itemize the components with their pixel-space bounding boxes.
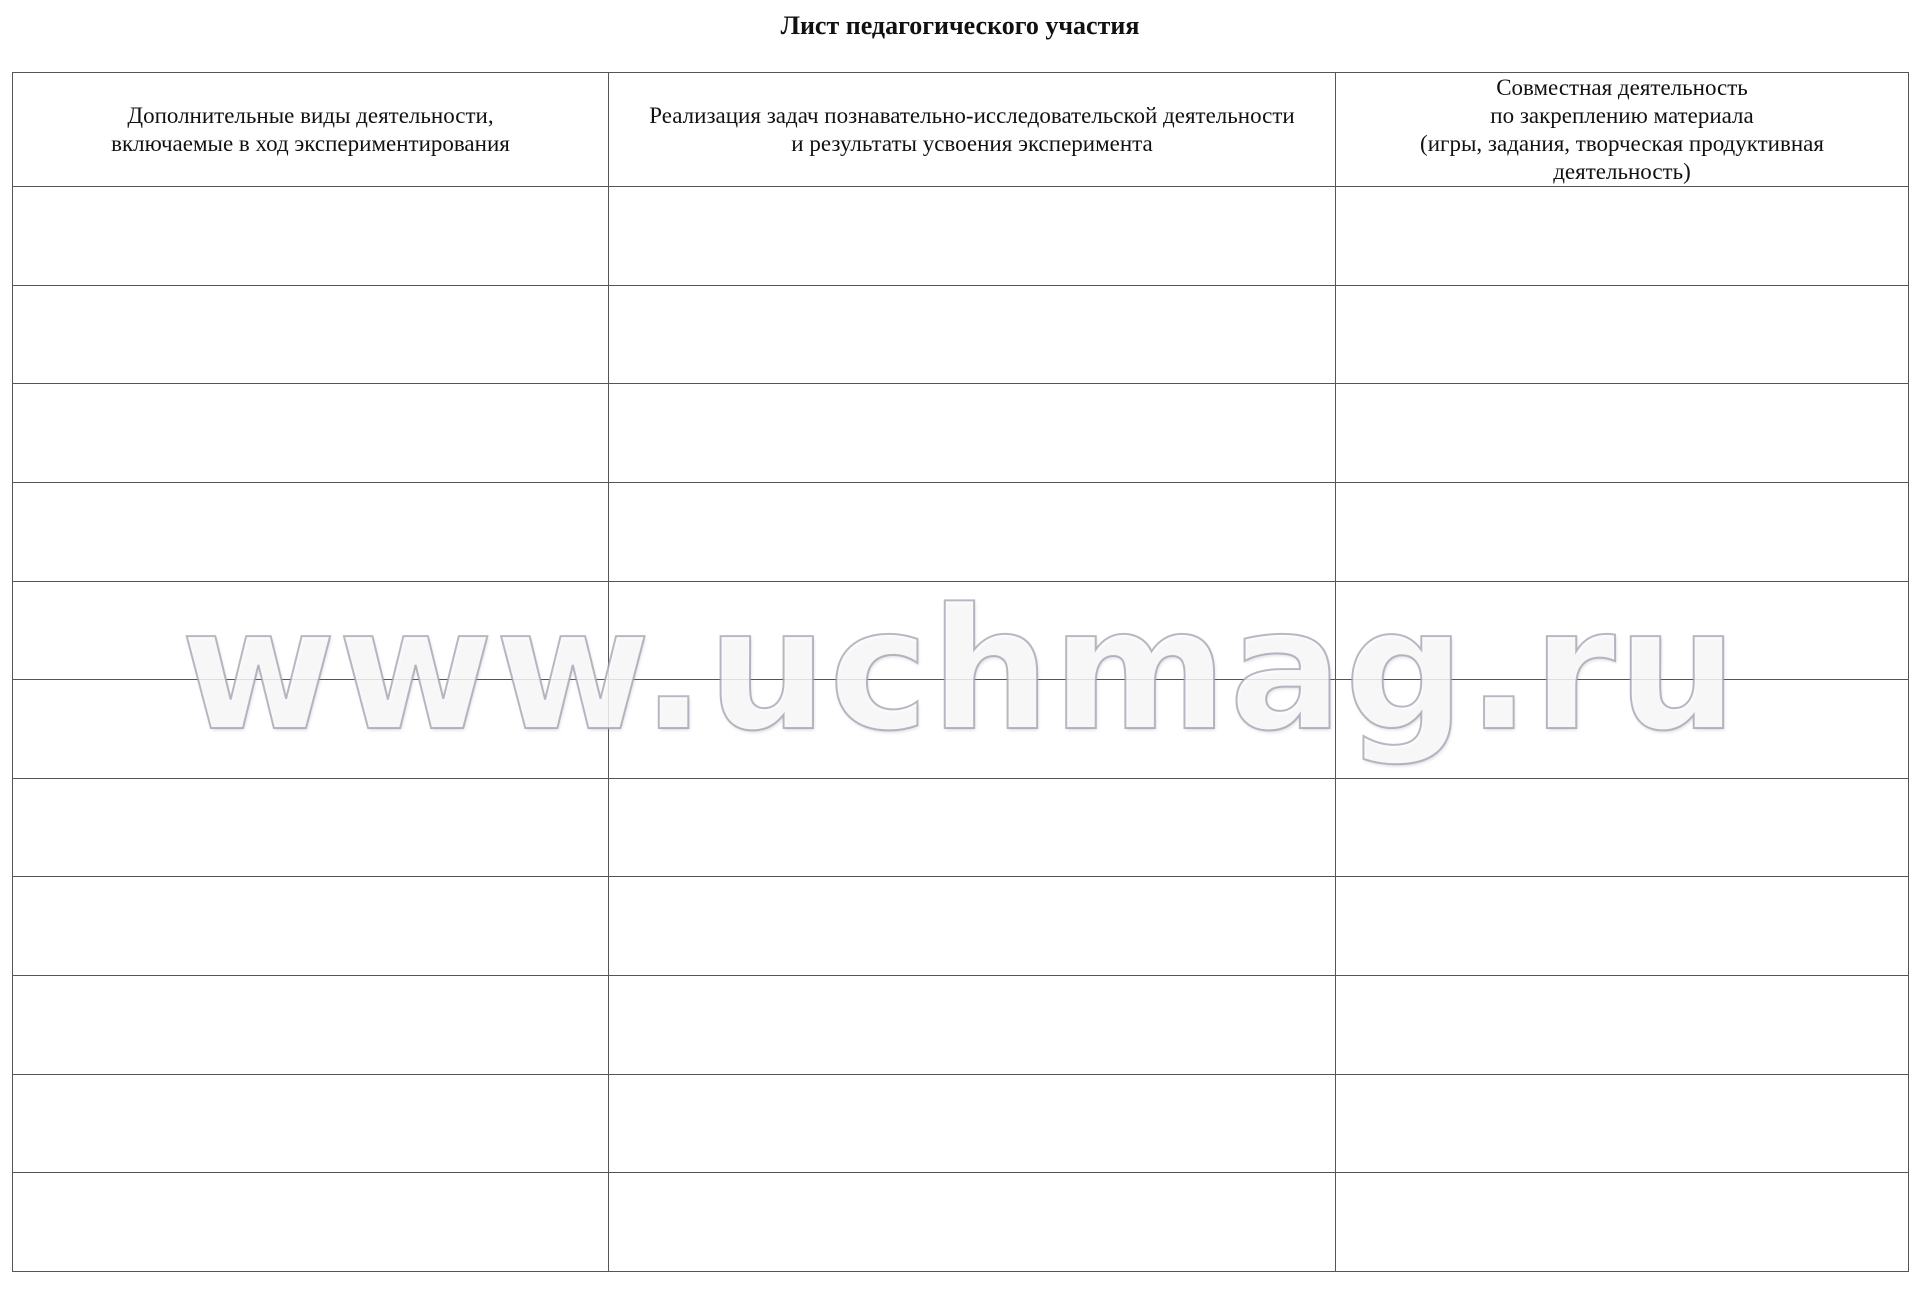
table-cell[interactable] (1336, 581, 1909, 680)
table-row (13, 1173, 1909, 1272)
table-cell[interactable] (609, 187, 1336, 286)
table-cell[interactable] (13, 877, 609, 976)
table-row (13, 384, 1909, 483)
table-row (13, 877, 1909, 976)
table-cell[interactable] (1336, 778, 1909, 877)
table-row (13, 285, 1909, 384)
table-row (13, 680, 1909, 779)
table-cell[interactable] (1336, 1074, 1909, 1173)
table-cell[interactable] (13, 778, 609, 877)
table-cell[interactable] (609, 778, 1336, 877)
watermark: www.uchmag.ru (180, 572, 1740, 768)
table-cell[interactable] (609, 1173, 1336, 1272)
table-cell[interactable] (13, 285, 609, 384)
table-cell[interactable] (609, 285, 1336, 384)
table-cell[interactable] (13, 482, 609, 581)
table-row (13, 482, 1909, 581)
table-cell[interactable] (1336, 877, 1909, 976)
table-cell[interactable] (13, 581, 609, 680)
page-title: Лист педагогического участия (780, 11, 1140, 40)
table-cell[interactable] (609, 680, 1336, 779)
table-row (13, 976, 1909, 1075)
table-cell[interactable] (1336, 482, 1909, 581)
table-cell[interactable] (609, 877, 1336, 976)
table-cell[interactable] (609, 581, 1336, 680)
column-header-research-tasks: Реализация задач познавательно-исследовательской деятельности и результаты усвоения эксперимента (609, 73, 1336, 187)
table-header-row (13, 73, 1909, 187)
table-cell[interactable] (609, 1074, 1336, 1173)
table-cell[interactable] (13, 384, 609, 483)
table-cell[interactable] (609, 976, 1336, 1075)
table-cell[interactable] (1336, 187, 1909, 286)
table-cell[interactable] (13, 976, 609, 1075)
table-cell[interactable] (13, 680, 609, 779)
participation-table (12, 72, 1909, 1272)
table-cell[interactable] (1336, 976, 1909, 1075)
table-cell[interactable] (13, 187, 609, 286)
table-row (13, 778, 1909, 877)
table-row (13, 581, 1909, 680)
table-cell[interactable] (1336, 680, 1909, 779)
table-cell[interactable] (609, 482, 1336, 581)
table-row (13, 187, 1909, 286)
table-cell[interactable] (609, 384, 1336, 483)
column-header-joint-activity: Совместная деятельность по закреплению материала (игры, задания, творческая продуктивная деятельность) (1336, 73, 1909, 187)
table-cell[interactable] (1336, 285, 1909, 384)
table-body (13, 187, 1909, 1272)
table-cell[interactable] (13, 1074, 609, 1173)
table-row (13, 1074, 1909, 1173)
table-cell[interactable] (13, 1173, 609, 1272)
table-cell[interactable] (1336, 384, 1909, 483)
column-header-additional-activities: Дополнительные виды деятельности, включаемые в ход экспериментирования (13, 73, 609, 187)
table-cell[interactable] (1336, 1173, 1909, 1272)
